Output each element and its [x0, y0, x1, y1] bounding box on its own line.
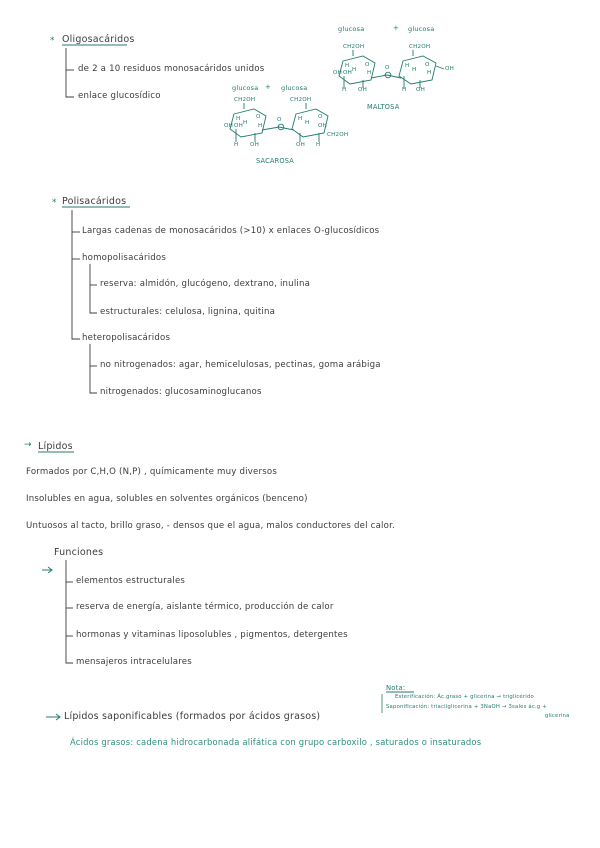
funcion-item: hormonas y vitaminas liposolubles , pigmentos, detergentes	[76, 630, 348, 640]
sacarosa-ring1-h: H	[243, 120, 248, 126]
funcion-item: elementos estructurales	[76, 576, 186, 586]
maltosa-ring1-oh: OH	[343, 70, 353, 76]
sacarosa-ring1-o: O	[256, 114, 261, 120]
sacarosa-label-left: glucosa	[232, 84, 259, 92]
acidos-grasos-desc: Ácidos grasos: cadena hidrocarbonada alifática con grupo carboxilo , saturados o insaturados	[70, 737, 482, 747]
oligo-item: enlace glucosídico	[78, 91, 161, 101]
homo-item: estructurales: celulosa, lignina, quitina	[100, 307, 276, 317]
lipidos-title: Lípidos	[38, 441, 73, 452]
hetero-item: nitrogenados: glucosaminoglucanos	[100, 387, 262, 397]
sacarosa-ring1-h: H	[234, 142, 239, 148]
sacarosa-ring2-oh: OH	[318, 123, 328, 129]
funciones-title: Funciones	[54, 547, 104, 558]
oligo-branch-line	[66, 48, 74, 97]
lipidos-prop: Untuosos al tacto, brillo graso, - densos que el agua, malos conductores del calor.	[26, 521, 395, 531]
maltosa-ring1-o: O	[365, 62, 370, 68]
oligo-title: Oligosacáridos	[62, 34, 135, 45]
maltosa-ring1-h: H	[352, 67, 357, 73]
maltosa-ring1-h: H	[345, 63, 350, 69]
poli-title: Polisacáridos	[62, 196, 127, 207]
sacarosa-bridge-o: O	[277, 117, 282, 123]
sacarosa-name: SACAROSA	[256, 157, 295, 165]
sacarosa-ring1-h: H	[258, 123, 263, 129]
maltosa-label-left: glucosa	[338, 25, 365, 33]
lipidos-bullet: →	[24, 440, 32, 450]
maltosa-label-right: glucosa	[408, 25, 435, 33]
maltosa-ring2-top: CH2OH	[409, 44, 431, 50]
funcion-item: mensajeros intracelulares	[76, 657, 192, 667]
maltosa-ring1-oh: OH	[358, 87, 368, 93]
sacarosa-ring1-oh: OH	[234, 123, 244, 129]
nota-title: Nota:	[386, 684, 406, 692]
sacarosa-ring1-h: H	[236, 116, 241, 122]
oligo-bullet: *	[50, 36, 55, 46]
maltosa-ring2-o: O	[425, 62, 430, 68]
sacarosa-ring2-top: CH2OH	[290, 97, 312, 103]
nota-line: glicerina	[545, 713, 570, 719]
poli-desc: Largas cadenas de monosacáridos (>10) x enlaces O-glucosídicos	[82, 226, 380, 236]
maltosa-ring2-oh: OH	[445, 66, 455, 72]
lipidos-prop: Formados por C,H,O (N,P) , químicamente muy diversos	[26, 467, 278, 477]
sacarosa-ring2-h: H	[298, 116, 303, 122]
maltosa-ring2-h: H	[402, 87, 407, 93]
maltosa-name: MALTOSA	[367, 103, 400, 111]
maltosa-bridge-o: O	[385, 65, 390, 71]
maltosa-ring2-h: H	[427, 70, 432, 76]
maltosa-ring2-h: H	[405, 63, 410, 69]
maltosa-ring1-h: H	[367, 70, 372, 76]
homo-item: reserva: almidón, glucógeno, dextrano, inulina	[100, 279, 311, 289]
sacarosa-ring1-top: CH2OH	[234, 97, 256, 103]
maltosa-ring1-h: H	[342, 87, 347, 93]
maltosa-ring2-h: H	[412, 67, 417, 73]
oligo-item: de 2 a 10 residuos monosacáridos unidos	[78, 64, 265, 74]
sacarosa-ring2-h: H	[305, 120, 310, 126]
sacarosa-ring1-oh: OH	[224, 123, 234, 129]
sacarosa-ring2-oh: OH	[296, 142, 306, 148]
maltosa-ring2-oh: OH	[416, 87, 426, 93]
sacarosa-ring2-ch2oh: CH2OH	[327, 132, 349, 138]
nota-line: Saponificación: triacilglicerina + 3NaOH → 3sales ác.g +	[386, 704, 547, 710]
hetero-title: heteropolisacáridos	[82, 333, 171, 343]
funciones-branch-line	[66, 560, 73, 663]
poli-bullet: *	[52, 198, 57, 208]
sacarosa-ring1-oh: OH	[250, 142, 260, 148]
funcion-item: reserva de energía, aislante térmico, producción de calor	[76, 602, 334, 612]
saponificables-title: Lípidos saponificables (formados por ácidos grasos)	[64, 711, 321, 722]
poli-branch-line	[72, 210, 80, 339]
hetero-item: no nitrogenados: agar, hemicelulosas, pectinas, goma arábiga	[100, 360, 381, 370]
homo-title: homopolisacáridos	[82, 253, 167, 263]
sacarosa-ring2-h: H	[316, 142, 321, 148]
homo-branch-line	[90, 264, 97, 313]
hetero-branch-line	[90, 344, 97, 393]
sacarosa-plus: +	[265, 83, 272, 91]
maltosa-ring1-top: CH2OH	[343, 44, 365, 50]
nota-line: Esterificación: Ác.graso + glicerina → triglicérido	[395, 694, 534, 700]
maltosa-plus: +	[393, 24, 400, 32]
sacarosa-label-right: glucosa	[281, 84, 308, 92]
sacarosa-ring2-o: O	[318, 114, 323, 120]
maltosa-ring1-oh: OH	[333, 70, 343, 76]
lipidos-prop: Insolubles en agua, solubles en solventes orgánicos (benceno)	[26, 494, 308, 504]
